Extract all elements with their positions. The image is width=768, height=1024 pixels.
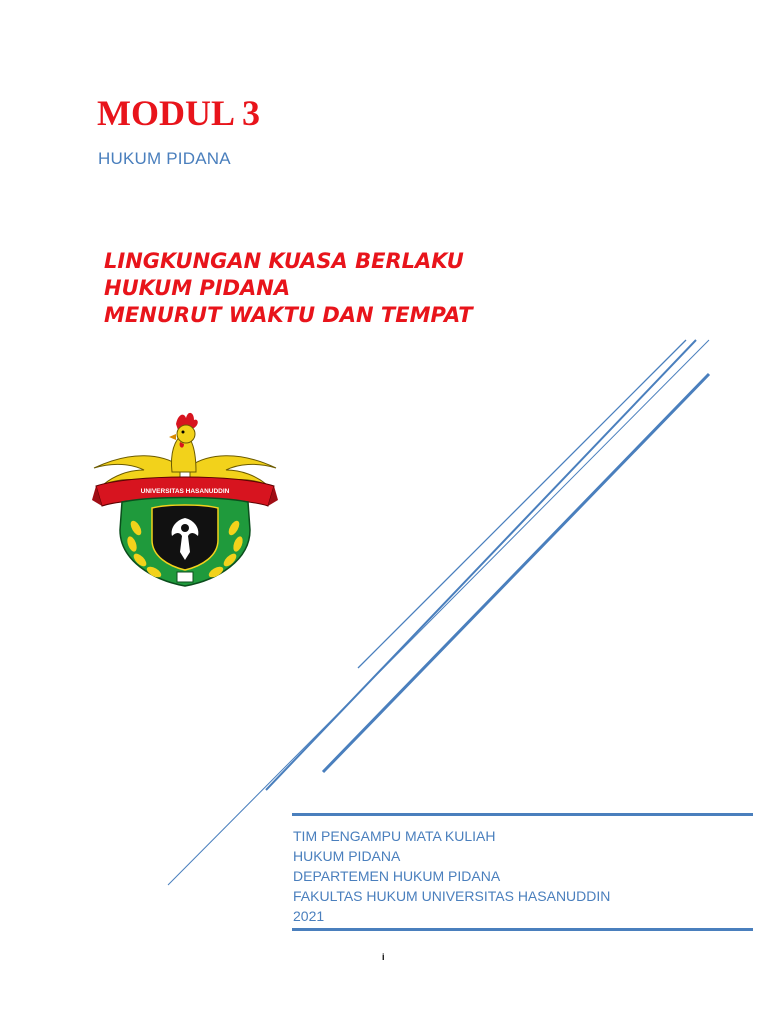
main-title-line-3: MENURUT WAKTU DAN TEMPAT bbox=[104, 303, 473, 327]
team-line-4: FAKULTAS HUKUM UNIVERSITAS HASANUDDIN bbox=[293, 888, 611, 904]
subject-heading: HUKUM PIDANA bbox=[98, 149, 231, 168]
team-info-block bbox=[293, 826, 610, 926]
team-bottom-rule bbox=[292, 928, 753, 931]
module-title: MODUL 3 bbox=[97, 93, 261, 133]
team-line-3: DEPARTEMEN HUKUM PIDANA bbox=[293, 868, 501, 884]
main-title-line-2: HUKUM PIDANA bbox=[104, 276, 291, 300]
main-title-line-1: LINGKUNGAN KUASA BERLAKU bbox=[104, 249, 464, 273]
diagonal-line-2 bbox=[266, 340, 696, 790]
universitas-hasanuddin-emblem-icon bbox=[92, 410, 278, 588]
team-line-2: HUKUM PIDANA bbox=[293, 848, 401, 864]
emblem-banner-text: UNIVERSITAS HASANUDDIN bbox=[140, 488, 230, 495]
diagonal-line-4 bbox=[323, 374, 709, 772]
team-line-1: TIM PENGAMPU MATA KULIAH bbox=[293, 828, 496, 844]
team-top-rule bbox=[292, 813, 753, 816]
team-line-5: 2021 bbox=[293, 908, 325, 924]
diagonal-line-1 bbox=[358, 340, 686, 668]
page-number: i bbox=[382, 952, 385, 962]
